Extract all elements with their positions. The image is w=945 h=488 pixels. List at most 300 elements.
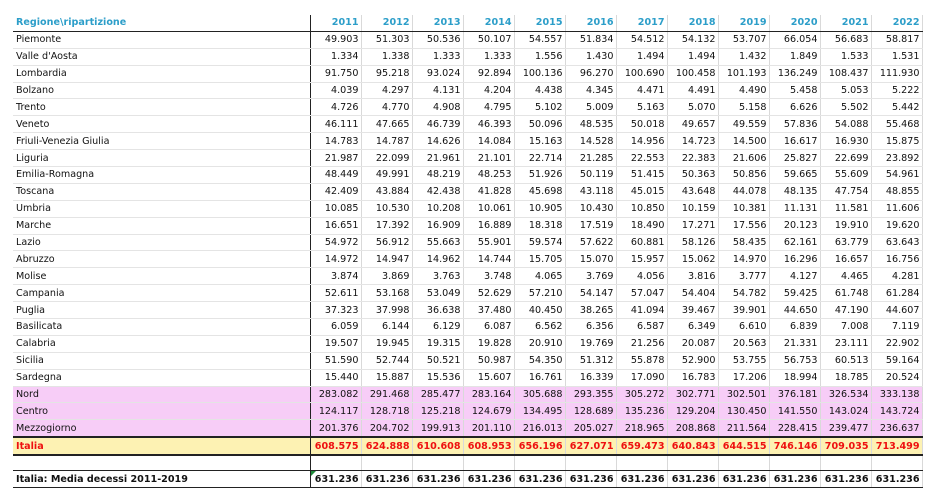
value-cell[interactable]: 100.136 [514,65,565,82]
value-cell[interactable]: 19.945 [361,335,412,352]
value-cell[interactable]: 16.339 [565,369,616,386]
value-cell[interactable]: 1.494 [667,48,718,65]
value-cell[interactable]: 16.651 [310,217,361,234]
value-cell[interactable]: 22.699 [820,150,871,167]
value-cell[interactable]: 60.513 [820,352,871,369]
value-cell[interactable]: 2015 [514,15,565,31]
value-cell[interactable]: 62.161 [769,234,820,251]
value-cell[interactable]: 283.082 [310,386,361,403]
value-cell[interactable]: 228.415 [769,420,820,437]
value-cell[interactable]: 1.334 [310,48,361,65]
value-cell[interactable]: 38.265 [565,302,616,319]
value-cell[interactable]: 39.467 [667,302,718,319]
row-label-cell[interactable]: Marche [13,217,310,234]
value-cell[interactable]: 63.643 [871,234,922,251]
empty-cell[interactable] [514,455,565,471]
value-cell[interactable]: 18.785 [820,369,871,386]
value-cell[interactable]: 16.889 [463,217,514,234]
value-cell[interactable]: 61.748 [820,285,871,302]
value-cell[interactable]: 100.458 [667,65,718,82]
value-cell[interactable]: 16.761 [514,369,565,386]
value-cell[interactable]: 6.562 [514,319,565,336]
row-label-cell[interactable]: Piemonte [13,31,310,48]
value-cell[interactable]: 205.027 [565,420,616,437]
value-cell[interactable]: 51.312 [565,352,616,369]
value-cell[interactable]: 141.550 [769,403,820,420]
value-cell[interactable]: 17.271 [667,217,718,234]
empty-cell[interactable] [361,455,412,471]
value-cell[interactable]: 236.637 [871,420,922,437]
value-cell[interactable]: 51.303 [361,31,412,48]
value-cell[interactable]: 10.159 [667,200,718,217]
value-cell[interactable]: 4.490 [718,82,769,99]
value-cell[interactable]: 7.119 [871,319,922,336]
value-cell[interactable]: 50.856 [718,167,769,184]
value-cell[interactable]: 54.782 [718,285,769,302]
value-cell[interactable]: 627.071 [565,437,616,455]
value-cell[interactable]: 46.111 [310,116,361,133]
value-cell[interactable]: 656.196 [514,437,565,455]
empty-cell[interactable] [13,455,310,471]
value-cell[interactable]: 624.888 [361,437,412,455]
value-cell[interactable]: 50.536 [412,31,463,48]
value-cell[interactable]: 5.442 [871,99,922,116]
value-cell[interactable]: 10.381 [718,200,769,217]
value-cell[interactable]: 659.473 [616,437,667,455]
row-label-cell[interactable]: Lazio [13,234,310,251]
value-cell[interactable]: 631.236 [565,471,616,488]
value-cell[interactable]: 4.065 [514,268,565,285]
value-cell[interactable]: 143.024 [820,403,871,420]
value-cell[interactable]: 631.236 [412,471,463,488]
value-cell[interactable]: 37.323 [310,302,361,319]
value-cell[interactable]: 14.084 [463,133,514,150]
value-cell[interactable]: 22.714 [514,150,565,167]
value-cell[interactable]: 14.947 [361,251,412,268]
value-cell[interactable]: 22.383 [667,150,718,167]
value-cell[interactable]: 211.564 [718,420,769,437]
value-cell[interactable]: 1.849 [769,48,820,65]
value-cell[interactable]: 50.987 [463,352,514,369]
value-cell[interactable]: 2019 [718,15,769,31]
value-cell[interactable]: 39.901 [718,302,769,319]
value-cell[interactable]: 44.607 [871,302,922,319]
value-cell[interactable]: 305.272 [616,386,667,403]
value-cell[interactable]: 283.164 [463,386,514,403]
value-cell[interactable]: 19.315 [412,335,463,352]
value-cell[interactable]: 22.902 [871,335,922,352]
value-cell[interactable]: 124.679 [463,403,514,420]
value-cell[interactable]: 43.118 [565,183,616,200]
value-cell[interactable]: 3.874 [310,268,361,285]
value-cell[interactable]: 21.101 [463,150,514,167]
value-cell[interactable]: 218.965 [616,420,667,437]
value-cell[interactable]: 14.626 [412,133,463,150]
value-cell[interactable]: 3.777 [718,268,769,285]
value-cell[interactable]: 53.707 [718,31,769,48]
value-cell[interactable]: 4.908 [412,99,463,116]
value-cell[interactable]: 50.363 [667,167,718,184]
value-cell[interactable]: 63.779 [820,234,871,251]
row-label-cell[interactable]: Calabria [13,335,310,352]
value-cell[interactable]: 239.477 [820,420,871,437]
empty-cell[interactable] [310,455,361,471]
value-cell[interactable]: 15.887 [361,369,412,386]
value-cell[interactable]: 10.905 [514,200,565,217]
value-cell[interactable]: 17.090 [616,369,667,386]
value-cell[interactable]: 17.392 [361,217,412,234]
value-cell[interactable]: 48.855 [871,183,922,200]
value-cell[interactable]: 5.070 [667,99,718,116]
value-cell[interactable]: 47.665 [361,116,412,133]
value-cell[interactable]: 15.705 [514,251,565,268]
value-cell[interactable]: 3.763 [412,268,463,285]
value-cell[interactable]: 216.013 [514,420,565,437]
value-cell[interactable]: 16.930 [820,133,871,150]
value-cell[interactable]: 55.878 [616,352,667,369]
value-cell[interactable]: 135.236 [616,403,667,420]
value-cell[interactable]: 55.901 [463,234,514,251]
value-cell[interactable]: 1.333 [412,48,463,65]
row-label-cell[interactable]: Campania [13,285,310,302]
value-cell[interactable]: 10.085 [310,200,361,217]
value-cell[interactable]: 631.236 [361,471,412,488]
value-cell[interactable]: 2011 [310,15,361,31]
empty-cell[interactable] [769,455,820,471]
value-cell[interactable]: 54.404 [667,285,718,302]
value-cell[interactable]: 16.909 [412,217,463,234]
value-cell[interactable]: 21.285 [565,150,616,167]
value-cell[interactable]: 640.843 [667,437,718,455]
value-cell[interactable]: 5.163 [616,99,667,116]
value-cell[interactable]: 19.769 [565,335,616,352]
value-cell[interactable]: 14.787 [361,133,412,150]
value-cell[interactable]: 3.869 [361,268,412,285]
value-cell[interactable]: 44.650 [769,302,820,319]
value-cell[interactable]: 10.430 [565,200,616,217]
value-cell[interactable]: 21.256 [616,335,667,352]
value-cell[interactable]: 302.771 [667,386,718,403]
value-cell[interactable]: 58.435 [718,234,769,251]
value-cell[interactable]: 2016 [565,15,616,31]
value-cell[interactable]: 128.689 [565,403,616,420]
value-cell[interactable]: 631.236 [718,471,769,488]
value-cell[interactable]: 713.499 [871,437,922,455]
value-cell[interactable]: 610.608 [412,437,463,455]
empty-cell[interactable] [616,455,667,471]
row-label-cell[interactable]: Italia [13,437,310,455]
value-cell[interactable]: 54.512 [616,31,667,48]
value-cell[interactable]: 6.059 [310,319,361,336]
value-cell[interactable]: 1.430 [565,48,616,65]
value-cell[interactable]: 53.755 [718,352,769,369]
row-label-cell[interactable]: Liguria [13,150,310,167]
value-cell[interactable]: 58.126 [667,234,718,251]
value-cell[interactable]: 14.528 [565,133,616,150]
value-cell[interactable]: 11.606 [871,200,922,217]
empty-cell[interactable] [820,455,871,471]
value-cell[interactable]: 2020 [769,15,820,31]
value-cell[interactable]: 18.490 [616,217,667,234]
value-cell[interactable]: 59.164 [871,352,922,369]
value-cell[interactable]: 4.039 [310,82,361,99]
value-cell[interactable]: 14.723 [667,133,718,150]
value-cell[interactable]: 2012 [361,15,412,31]
value-cell[interactable]: 15.875 [871,133,922,150]
value-cell[interactable]: 54.961 [871,167,922,184]
value-cell[interactable]: 1.531 [871,48,922,65]
value-cell[interactable]: 3.748 [463,268,514,285]
value-cell[interactable]: 54.147 [565,285,616,302]
empty-cell[interactable] [718,455,769,471]
row-label-cell[interactable]: Sicilia [13,352,310,369]
value-cell[interactable]: 41.828 [463,183,514,200]
value-cell[interactable]: 14.972 [310,251,361,268]
value-cell[interactable]: 46.393 [463,116,514,133]
value-cell[interactable]: 37.480 [463,302,514,319]
value-cell[interactable]: 4.127 [769,268,820,285]
value-cell[interactable]: 376.181 [769,386,820,403]
value-cell[interactable]: 333.138 [871,386,922,403]
value-cell[interactable]: 6.087 [463,319,514,336]
row-label-cell[interactable]: Trento [13,99,310,116]
row-label-cell[interactable]: Bolzano [13,82,310,99]
value-cell[interactable]: 51.926 [514,167,565,184]
value-cell[interactable]: 134.495 [514,403,565,420]
value-cell[interactable]: 66.054 [769,31,820,48]
value-cell[interactable]: 36.638 [412,302,463,319]
value-cell[interactable]: 6.349 [667,319,718,336]
value-cell[interactable]: 11.131 [769,200,820,217]
value-cell[interactable]: 17.206 [718,369,769,386]
value-cell[interactable]: 1.494 [616,48,667,65]
value-cell[interactable]: 91.750 [310,65,361,82]
value-cell[interactable]: 57.210 [514,285,565,302]
row-label-cell[interactable]: Valle d'Aosta [13,48,310,65]
value-cell[interactable]: 6.144 [361,319,412,336]
value-cell[interactable]: 746.146 [769,437,820,455]
value-cell[interactable]: 14.783 [310,133,361,150]
value-cell[interactable]: 631.236 [514,471,565,488]
value-cell[interactable]: 709.035 [820,437,871,455]
value-cell[interactable]: 51.590 [310,352,361,369]
row-label-cell[interactable]: Centro [13,403,310,420]
value-cell[interactable]: 23.111 [820,335,871,352]
value-cell[interactable]: 2021 [820,15,871,31]
value-cell[interactable]: 16.296 [769,251,820,268]
value-cell[interactable]: 40.450 [514,302,565,319]
value-cell[interactable]: 608.953 [463,437,514,455]
value-cell[interactable]: 631.236 [871,471,922,488]
value-cell[interactable]: 3.769 [565,268,616,285]
value-cell[interactable]: 50.521 [412,352,463,369]
value-cell[interactable]: 6.587 [616,319,667,336]
value-cell[interactable]: 6.129 [412,319,463,336]
value-cell[interactable]: 631.236 [820,471,871,488]
value-cell[interactable]: 4.056 [616,268,667,285]
value-cell[interactable]: 52.900 [667,352,718,369]
value-cell[interactable]: 51.834 [565,31,616,48]
value-cell[interactable]: 48.219 [412,167,463,184]
value-cell[interactable]: 49.559 [718,116,769,133]
value-cell[interactable]: 1.556 [514,48,565,65]
value-cell[interactable]: 16.657 [820,251,871,268]
value-cell[interactable]: 57.047 [616,285,667,302]
value-cell[interactable]: 6.610 [718,319,769,336]
value-cell[interactable]: 631.236 [463,471,514,488]
value-cell[interactable]: 11.581 [820,200,871,217]
value-cell[interactable]: 4.345 [565,82,616,99]
row-label-cell[interactable]: Friuli-Venezia Giulia [13,133,310,150]
value-cell[interactable]: 49.903 [310,31,361,48]
value-cell[interactable]: 100.690 [616,65,667,82]
value-cell[interactable]: 208.868 [667,420,718,437]
value-cell[interactable]: 4.770 [361,99,412,116]
value-cell[interactable]: 19.620 [871,217,922,234]
value-cell[interactable]: 54.088 [820,116,871,133]
value-cell[interactable]: 50.119 [565,167,616,184]
value-cell[interactable]: 302.501 [718,386,769,403]
value-cell[interactable]: 631.236 [769,471,820,488]
value-cell[interactable]: 4.297 [361,82,412,99]
value-cell[interactable]: 6.626 [769,99,820,116]
value-cell[interactable]: 5.102 [514,99,565,116]
value-cell[interactable]: 5.458 [769,82,820,99]
value-cell[interactable]: 50.107 [463,31,514,48]
value-cell[interactable]: 128.718 [361,403,412,420]
empty-cell[interactable] [871,455,922,471]
value-cell[interactable]: 16.783 [667,369,718,386]
value-cell[interactable]: 631.236 [667,471,718,488]
value-cell[interactable]: 92.894 [463,65,514,82]
value-cell[interactable]: 59.574 [514,234,565,251]
value-cell[interactable]: 48.535 [565,116,616,133]
value-cell[interactable]: 50.096 [514,116,565,133]
row-label-cell[interactable]: Lombardia [13,65,310,82]
value-cell[interactable]: 95.218 [361,65,412,82]
value-cell[interactable]: 631.236 [616,471,667,488]
value-cell[interactable]: 14.970 [718,251,769,268]
value-cell[interactable]: 56.683 [820,31,871,48]
value-cell[interactable]: 4.131 [412,82,463,99]
empty-cell[interactable] [412,455,463,471]
value-cell[interactable]: 130.450 [718,403,769,420]
value-cell[interactable]: 54.972 [310,234,361,251]
value-cell[interactable]: 4.491 [667,82,718,99]
value-cell[interactable]: 18.318 [514,217,565,234]
value-cell[interactable]: 21.606 [718,150,769,167]
value-cell[interactable]: 7.008 [820,319,871,336]
value-cell[interactable]: 51.415 [616,167,667,184]
value-cell[interactable]: 58.817 [871,31,922,48]
value-cell[interactable]: 21.987 [310,150,361,167]
value-cell[interactable]: 4.471 [616,82,667,99]
value-cell[interactable]: 48.135 [769,183,820,200]
value-cell[interactable]: 59.425 [769,285,820,302]
value-cell[interactable]: 15.062 [667,251,718,268]
value-cell[interactable]: 55.468 [871,116,922,133]
value-cell[interactable]: 42.409 [310,183,361,200]
value-cell[interactable]: 326.534 [820,386,871,403]
value-cell[interactable]: 15.440 [310,369,361,386]
value-cell[interactable]: 143.724 [871,403,922,420]
value-cell[interactable]: 56.753 [769,352,820,369]
value-cell[interactable]: 4.465 [820,268,871,285]
value-cell[interactable]: 19.910 [820,217,871,234]
value-cell[interactable]: 608.575 [310,437,361,455]
value-cell[interactable]: 45.015 [616,183,667,200]
value-cell[interactable]: 44.078 [718,183,769,200]
value-cell[interactable]: 37.998 [361,302,412,319]
value-cell[interactable]: 22.099 [361,150,412,167]
value-cell[interactable]: 50.018 [616,116,667,133]
row-label-cell[interactable]: Emilia-Romagna [13,167,310,184]
value-cell[interactable]: 124.117 [310,403,361,420]
value-cell[interactable]: 61.284 [871,285,922,302]
value-cell[interactable]: 101.193 [718,65,769,82]
value-cell[interactable]: 15.070 [565,251,616,268]
value-cell[interactable]: 42.438 [412,183,463,200]
value-cell[interactable]: 291.468 [361,386,412,403]
value-cell[interactable]: 22.553 [616,150,667,167]
value-cell[interactable]: 20.123 [769,217,820,234]
row-label-cell[interactable]: Umbria [13,200,310,217]
row-label-cell[interactable]: Sardegna [13,369,310,386]
value-cell[interactable]: 55.663 [412,234,463,251]
value-cell[interactable]: 17.556 [718,217,769,234]
value-cell[interactable]: 59.665 [769,167,820,184]
value-cell[interactable]: 10.061 [463,200,514,217]
value-cell[interactable]: 57.622 [565,234,616,251]
value-cell[interactable]: 20.563 [718,335,769,352]
value-cell[interactable]: 93.024 [412,65,463,82]
row-label-cell[interactable]: Italia: Media decessi 2011-2019 [13,471,310,488]
row-label-cell[interactable]: Nord [13,386,310,403]
value-cell[interactable]: 644.515 [718,437,769,455]
value-cell[interactable]: 5.158 [718,99,769,116]
value-cell[interactable]: 48.253 [463,167,514,184]
value-cell[interactable]: 43.648 [667,183,718,200]
value-cell[interactable]: 2017 [616,15,667,31]
value-cell[interactable]: 199.913 [412,420,463,437]
value-cell[interactable]: 56.912 [361,234,412,251]
value-cell[interactable]: 4.726 [310,99,361,116]
value-cell[interactable]: 45.698 [514,183,565,200]
value-cell[interactable]: 305.688 [514,386,565,403]
value-cell[interactable]: 16.756 [871,251,922,268]
value-cell[interactable]: 20.524 [871,369,922,386]
value-cell[interactable]: 46.739 [412,116,463,133]
row-label-cell[interactable]: Abruzzo [13,251,310,268]
value-cell[interactable]: 5.502 [820,99,871,116]
value-cell[interactable]: 10.530 [361,200,412,217]
value-cell[interactable]: 6.839 [769,319,820,336]
value-cell[interactable]: 19.507 [310,335,361,352]
value-cell[interactable]: 2018 [667,15,718,31]
value-cell[interactable]: 52.744 [361,352,412,369]
value-cell[interactable]: 10.208 [412,200,463,217]
value-cell[interactable]: 2014 [463,15,514,31]
value-cell[interactable]: 16.617 [769,133,820,150]
value-cell[interactable]: 129.204 [667,403,718,420]
value-cell[interactable]: 14.744 [463,251,514,268]
value-cell[interactable]: 1.333 [463,48,514,65]
value-cell[interactable]: 2013 [412,15,463,31]
value-cell[interactable]: 52.629 [463,285,514,302]
value-cell[interactable]: 47.754 [820,183,871,200]
value-cell[interactable]: 15.536 [412,369,463,386]
value-cell[interactable]: 5.009 [565,99,616,116]
